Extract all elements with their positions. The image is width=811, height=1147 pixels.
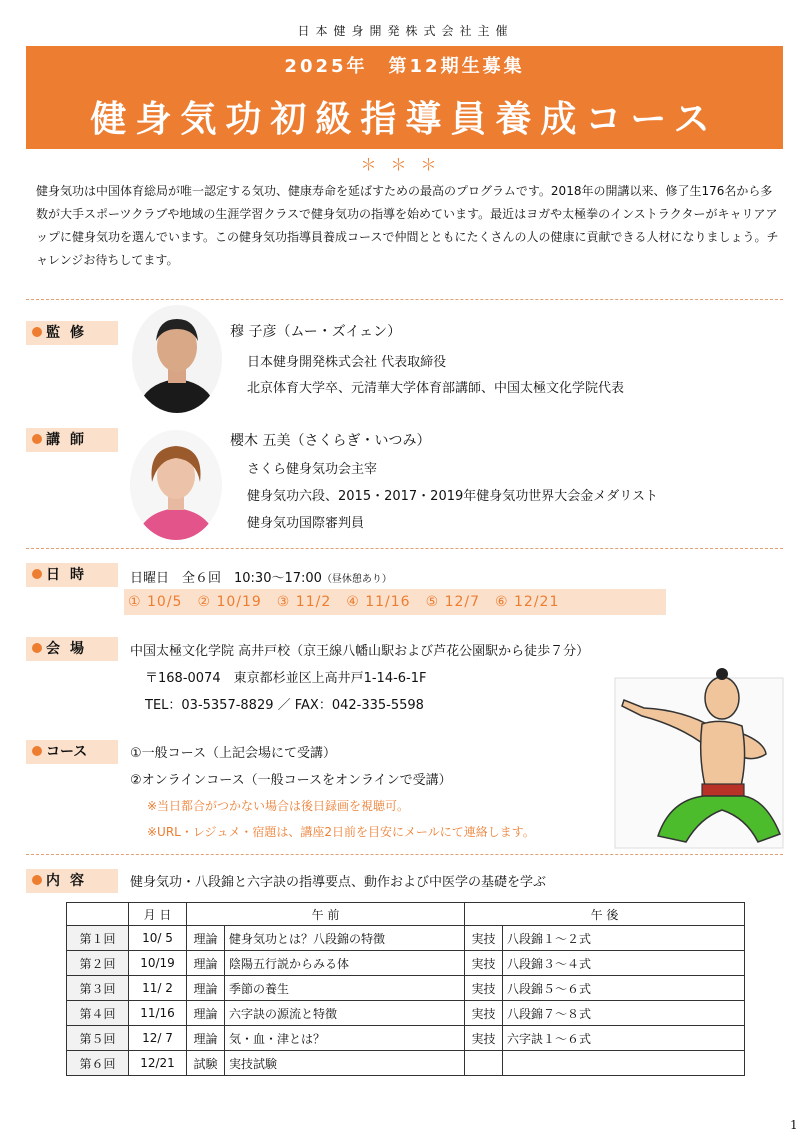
table-row [67, 976, 745, 1001]
am-type: 理論 [187, 1026, 225, 1051]
am-type: 理論 [187, 976, 225, 1001]
banner-subtitle: 2025年 第12期生募集 [284, 56, 525, 77]
bullet-icon [32, 875, 42, 885]
session-number: 第３回 [67, 976, 129, 1001]
table-row [67, 951, 745, 976]
pm-topic [503, 1051, 745, 1076]
pm-topic: 六字訣１〜６式 [503, 1026, 745, 1051]
session-dates: ① 10/5 ② 10/19 ③ 11/2 ④ 11/16 ⑤ 12/7 ⑥ 12/21 [124, 589, 666, 615]
decorative-stars: ＊＊＊ [360, 155, 451, 174]
am-topic: 陰陽五行説からみる体 [225, 951, 465, 976]
pm-type: 実技 [465, 1001, 503, 1026]
schedule-table [66, 902, 745, 1076]
session-date: 10/ 5 [129, 926, 187, 951]
bullet-icon [32, 327, 42, 337]
instructor-line-3: 健身気功国際審判員 [247, 516, 365, 531]
pm-type: 実技 [465, 976, 503, 1001]
pm-topic: 八段錦１〜２式 [503, 926, 745, 951]
pm-topic: 八段錦５〜６式 [503, 976, 745, 1001]
course-note-2: ※URL・レジュメ・宿題は、講座2日前を目安にメールにて連絡します。 [147, 825, 535, 839]
instructor-photo [130, 430, 222, 540]
intro-paragraph: 健身気功は中国体育総局が唯一認定する気功、健康寿命を延ばすための最高のプログラムです。2018年の開講以来、修了生176名から多数が大手スポーツクラブや地域の生涯学習クラスで健身気功の指導を始めています。最近はヨガや太極拳のインストラクターがキャリアアップに健身気功を選んでいます。この健身気功指導員養成コースで仲間とともにたくさんの人の健康に貢献できる人材になりましょう。チャレンジお待ちしてます。 [36, 184, 779, 267]
pm-topic: 八段錦７〜８式 [503, 1001, 745, 1026]
am-topic: 実技試験 [225, 1051, 465, 1076]
pm-topic: 八段錦３〜４式 [503, 951, 745, 976]
page-number: 1 [790, 1118, 798, 1132]
divider [26, 548, 783, 549]
instructor-line-2: 健身気功六段、2015・2017・2019年健身気功世界大会金メダリスト [247, 489, 658, 504]
table-header-row [67, 903, 745, 926]
content-text: 健身気功・八段錦と六字訣の指導要点、動作および中医学の基礎を学ぶ [130, 875, 547, 890]
session-number: 第６回 [67, 1051, 129, 1076]
venue-name: 中国太極文化学院 高井戸校（京王線八幡山駅および芦花公園駅から徒歩７分） [130, 644, 590, 659]
course-option-1: ①一般コース（上記会場にて受講） [130, 746, 337, 761]
title-banner [26, 46, 783, 149]
am-topic: 六字訣の源流と特徴 [225, 1001, 465, 1026]
supervisor-career: 北京体育大学卒、元清華大学体育部講師、中国太極文化学院代表 [247, 381, 625, 396]
venue-phone: TEL：03-5357-8829 ／ FAX：042-335-5598 [145, 698, 424, 713]
session-date: 12/21 [129, 1051, 187, 1076]
pm-type: 実技 [465, 926, 503, 951]
am-type: 理論 [187, 926, 225, 951]
am-type: 理論 [187, 1001, 225, 1026]
supervisor-name: 穆 子彦（ムー・ズイェン） [230, 324, 402, 340]
label-instructor: 講師 [26, 428, 118, 452]
session-number: 第１回 [67, 926, 129, 951]
divider [26, 299, 783, 300]
table-row [67, 926, 745, 951]
course-note-1: ※当日都合がつかない場合は後日録画を視聴可。 [147, 799, 410, 813]
bullet-icon [32, 434, 42, 444]
instructor-name: 櫻木 五美（さくらぎ・いつみ） [230, 433, 431, 449]
header-am: 午 前 [187, 903, 465, 926]
am-type: 試験 [187, 1051, 225, 1076]
label-supervisor: 監修 [26, 321, 118, 345]
header-empty [67, 903, 129, 926]
instructor-line-1: さくら健身気功会主宰 [247, 462, 378, 477]
divider [26, 854, 783, 855]
table-row [67, 1026, 745, 1051]
course-option-2: ②オンラインコース（一般コースをオンラインで受講） [130, 773, 452, 788]
supervisor-title: 日本健身開発株式会社 代表取締役 [247, 355, 447, 370]
pm-type: 実技 [465, 951, 503, 976]
header-date: 月 日 [129, 903, 187, 926]
session-date: 11/16 [129, 1001, 187, 1026]
pm-type [465, 1051, 503, 1076]
datetime-text: 日曜日 全６回 10:30〜17:00（昼休憩あり） [130, 571, 392, 586]
label-venue: 会場 [26, 637, 118, 661]
label-content: 内容 [26, 869, 118, 893]
table-row [67, 1051, 745, 1076]
qigong-figure-illustration [614, 650, 784, 850]
pm-type: 実技 [465, 1026, 503, 1051]
bullet-icon [32, 569, 42, 579]
label-datetime: 日時 [26, 563, 118, 587]
header-pm: 午 後 [465, 903, 745, 926]
supervisor-photo [132, 305, 222, 413]
session-number: 第４回 [67, 1001, 129, 1026]
venue-address: 〒168-0074 東京都杉並区上高井戸1-14-6-1F [145, 671, 427, 686]
bullet-icon [32, 746, 42, 756]
am-topic: 気・血・津とは？ [225, 1026, 465, 1051]
session-number: 第２回 [67, 951, 129, 976]
session-number: 第５回 [67, 1026, 129, 1051]
organizer-line: 日本健身開発株式会社主催 [297, 24, 514, 38]
session-date: 11/ 2 [129, 976, 187, 1001]
banner-title: 健身気功初級指導員養成コース [90, 99, 719, 140]
session-date: 12/ 7 [129, 1026, 187, 1051]
label-course: コース [26, 740, 118, 764]
am-type: 理論 [187, 951, 225, 976]
table-row [67, 1001, 745, 1026]
am-topic: 季節の養生 [225, 976, 465, 1001]
am-topic: 健身気功とは？八段錦の特徴 [225, 926, 465, 951]
bullet-icon [32, 643, 42, 653]
session-date: 10/19 [129, 951, 187, 976]
